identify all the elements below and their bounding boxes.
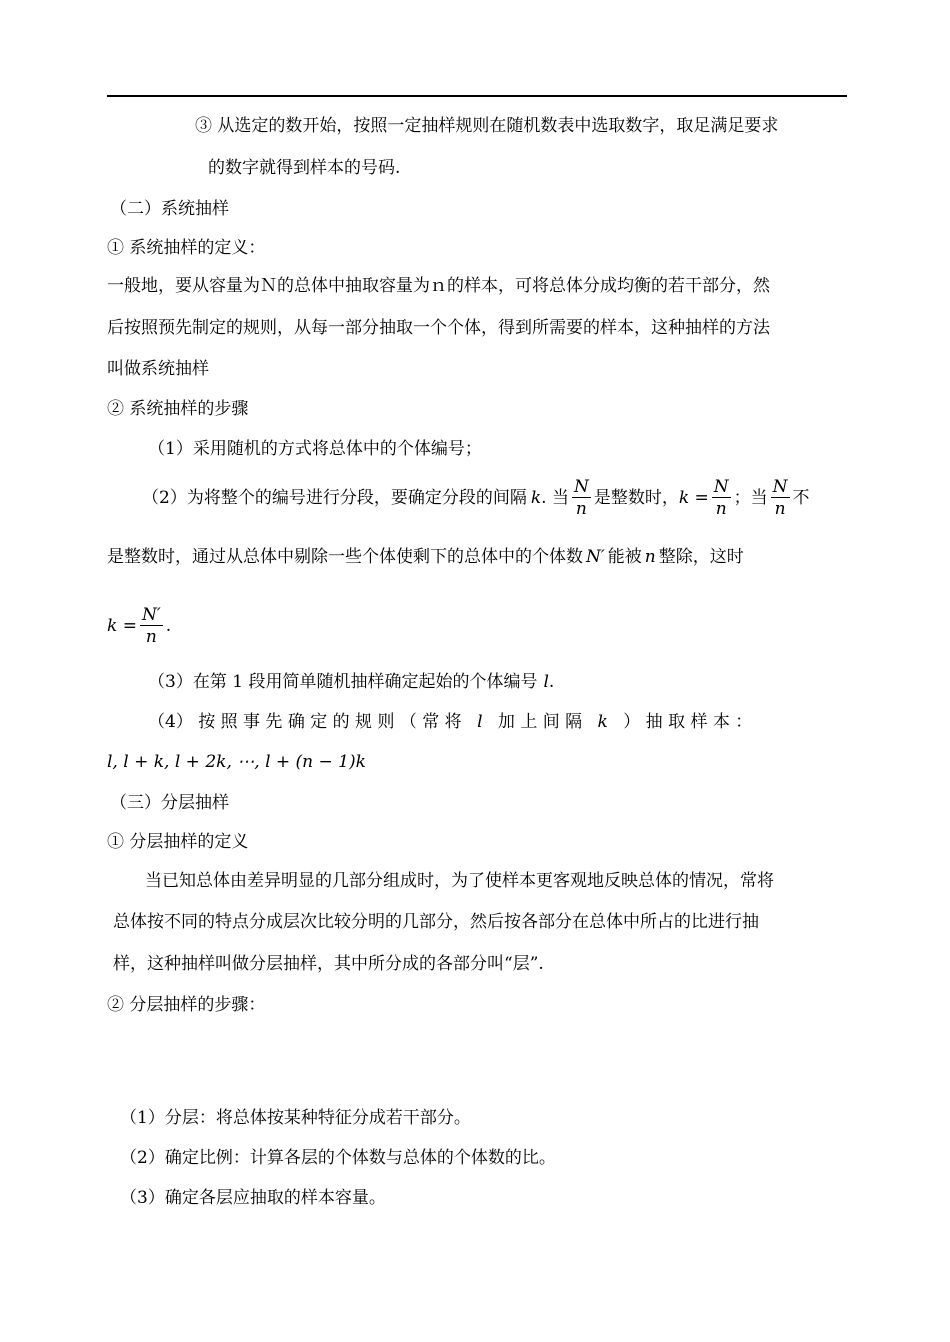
section-systematic-heading: （二）系统抽样 bbox=[110, 199, 229, 219]
fraction-N-over-n-3 bbox=[771, 477, 790, 520]
step2-text-d: ；当 bbox=[733, 488, 768, 508]
step3-line1: ③ 从选定的数开始，按照一定抽样规则在随机数表中选取数字，取足满足要求 bbox=[195, 116, 779, 136]
sample-sequence-formula: l, l + k, l + 2k, ⋯, l + (n − 1)k bbox=[107, 752, 366, 772]
step2-line2 bbox=[107, 545, 744, 569]
step2-text-h: 整除，这时 bbox=[658, 547, 744, 567]
definition-line1: 一般地，要从容量为Ｎ的总体中抽取容量为ｎ的样本，可将总体分成均衡的若干部分，然 bbox=[107, 276, 770, 296]
fraction-numerator: N bbox=[573, 476, 589, 497]
k-equals-formula: k = bbox=[107, 616, 137, 636]
step3-text-a: （3）在第 1 段用简单随机抽样确定起始的个体编号 bbox=[148, 672, 538, 692]
fraction-numerator: N′ bbox=[141, 604, 161, 625]
systematic-definition-heading: ① 系统抽样的定义： bbox=[107, 238, 266, 258]
step2-text-c: 是整数时， bbox=[593, 488, 679, 508]
step2-text-b: . 当 bbox=[541, 488, 569, 508]
fraction-numerator: N bbox=[772, 476, 788, 497]
definition-line2: 后按照预先制定的规则，从每一部分抽取一个个体，得到所需要的样本，这种抽样的方法 bbox=[107, 318, 770, 338]
step3-text-b: . bbox=[548, 672, 555, 692]
fraction-denominator: n bbox=[715, 498, 727, 519]
stratified-definition-line3: 样，这种抽样叫做分层抽样，其中所分成的各部分叫“层”. bbox=[113, 954, 544, 974]
l-symbol-2: l bbox=[477, 712, 483, 732]
step4-text-c: ） 抽 取 样 本 ： bbox=[623, 712, 753, 732]
k-equals: k = bbox=[678, 488, 709, 508]
step3-systematic-line bbox=[148, 670, 554, 694]
fraction-denominator: n bbox=[575, 498, 587, 519]
stratified-step2: （2）确定比例：计算各层的个体数与总体的个体数的比。 bbox=[120, 1148, 556, 1168]
l-symbol: l bbox=[543, 672, 549, 692]
stratified-step3: （3）确定各层应抽取的样本容量。 bbox=[120, 1188, 386, 1208]
stratified-definition-line2: 总体按不同的特点分成层次比较分明的几部分，然后按各部分在总体中所占的比进行抽 bbox=[113, 912, 759, 932]
stratified-steps-heading: ② 分层抽样的步骤： bbox=[107, 995, 266, 1015]
step4-text-a: （4） 按 照 事 先 确 定 的 规 则 （ 常 将 bbox=[148, 712, 462, 732]
fraction-denominator: n bbox=[145, 626, 157, 647]
stratified-step1: （1）分层：将总体按某种特征分成若干部分。 bbox=[120, 1108, 471, 1128]
step1-line: （1）采用随机的方式将总体中的个体编号； bbox=[148, 439, 482, 459]
fraction-numerator: N bbox=[713, 476, 729, 497]
step3-line2: 的数字就得到样本的号码. bbox=[208, 158, 401, 178]
definition-line3: 叫做系统抽样 bbox=[107, 359, 209, 379]
n-symbol: n bbox=[644, 547, 656, 567]
step2-text-g: 能被 bbox=[607, 547, 642, 567]
step2-text-e: 不 bbox=[792, 488, 810, 508]
step4-text-b: 加 上 间 隔 bbox=[497, 712, 583, 732]
step2-formula bbox=[107, 598, 171, 654]
stratified-definition-heading: ① 分层抽样的定义 bbox=[107, 832, 249, 852]
fraction-N-over-n-2 bbox=[712, 477, 731, 520]
n-prime-symbol: N′ bbox=[586, 547, 605, 567]
step2-text-a: （2）为将整个的编号进行分段，要确定分段的间隔 bbox=[142, 488, 527, 508]
fraction-denominator: n bbox=[774, 498, 786, 519]
step4-line1 bbox=[148, 710, 752, 734]
k-symbol-2: k bbox=[597, 712, 608, 732]
systematic-steps-heading: ② 系统抽样的步骤 bbox=[107, 399, 249, 419]
fraction-N-over-n bbox=[572, 477, 591, 520]
formula-period: . bbox=[165, 616, 172, 636]
step2-text-f: 是整数时，通过从总体中剔除一些个体使剩下的总体中的个体数 bbox=[107, 547, 583, 567]
header-rule bbox=[107, 95, 847, 97]
interval-k: k bbox=[530, 488, 542, 508]
fraction-Nprime-over-n bbox=[140, 605, 163, 648]
section-stratified-heading: （三）分层抽样 bbox=[110, 793, 229, 813]
step2-line1 bbox=[142, 470, 810, 526]
stratified-definition-line1: 当已知总体由差异明显的几部分组成时，为了使样本更客观地反映总体的情况，常将 bbox=[145, 871, 774, 891]
